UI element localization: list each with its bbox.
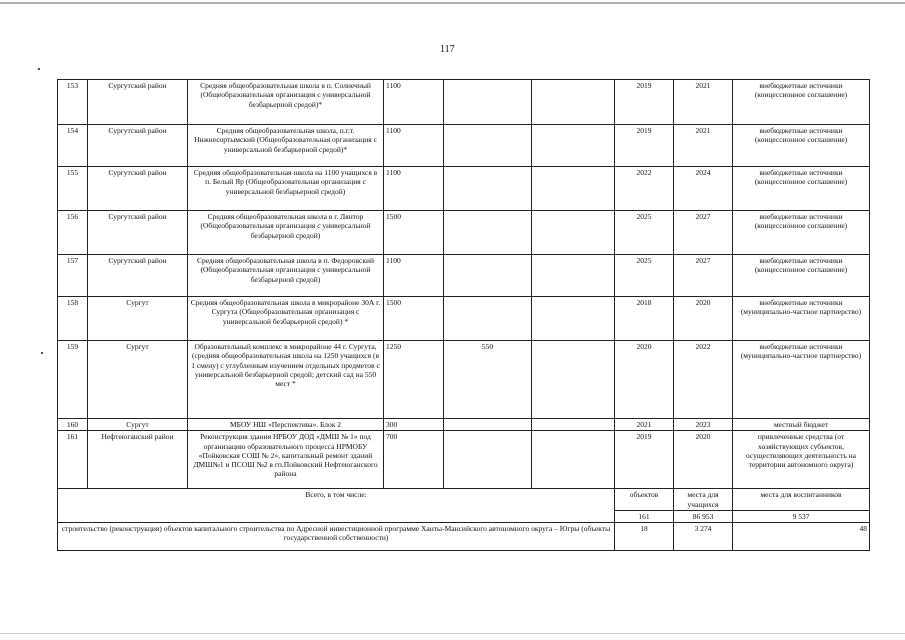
blank-cell	[532, 341, 615, 419]
object-name-cell: Реконструкция здания НРБОУ ДОД «ДМШ № 1» под организацию образовательного процесса НРМОБУ «Пойковская СОШ № 2», капитальный ремонт зданий ДМШ№1 и ПСОШ №2 в гп.Пойковский Нефтеюганского района	[188, 431, 384, 489]
funding-source-cell: внебюджетные источники (концессионное соглашение)	[733, 80, 870, 125]
territory-cell: Сургут	[88, 419, 188, 431]
extra-capacity-cell	[444, 431, 532, 489]
row-number: 154	[58, 125, 88, 167]
funding-source-cell: внебюджетные источники (концессионное соглашение)	[733, 125, 870, 167]
object-name-cell: МБОУ НШ «Перспектива». Блок 2	[188, 419, 384, 431]
blank-cell	[532, 255, 615, 297]
end-year-cell: 2021	[674, 80, 733, 125]
funding-source-cell: внебюджетные источники (концессионное соглашение)	[733, 167, 870, 211]
end-year-cell: 2023	[674, 419, 733, 431]
object-name-cell: Средняя общеобразовательная школа в г. Лянтор (Общеобразовательная организация с универсальной безбарьерной средой)	[188, 211, 384, 255]
total-objects: 161	[615, 510, 674, 522]
object-name-cell: Образовательный комплекс в микрорайоне 44 г. Сургута, (средняя общеобразовательная школа на 1250 учащихся (в 1 смену) с углубленным изучением отдельных предметов с универсальной безбарьерной средой; детский сад на 550 мест *	[188, 341, 384, 419]
table-row	[58, 419, 870, 431]
row-number: 158	[58, 297, 88, 341]
blank-cell	[532, 211, 615, 255]
capacity-cell: 1100	[384, 80, 444, 125]
row-number: 157	[58, 255, 88, 297]
object-name-cell: Средняя общеобразовательная школа, п.г.т. Нижнесортымский (Общеобразовательная организация с универсальной безбарьерной средой)*	[188, 125, 384, 167]
capacity-cell: 1500	[384, 211, 444, 255]
capacity-cell: 1500	[384, 297, 444, 341]
object-name-cell: Средняя общеобразовательная школа в п. Солнечный (Общеобразовательная организация с универсальной безбарьерной средой)*	[188, 80, 384, 125]
territory-cell: Сургутский район	[88, 125, 188, 167]
capacity-cell: 300	[384, 419, 444, 431]
summary-header-row	[58, 489, 870, 511]
extra-capacity-cell	[444, 80, 532, 125]
blank-cell	[532, 167, 615, 211]
capacity-cell: 1100	[384, 255, 444, 297]
start-year-cell: 2021	[615, 419, 674, 431]
end-year-cell: 2024	[674, 167, 733, 211]
construction-row	[58, 523, 870, 551]
end-year-cell: 2027	[674, 211, 733, 255]
scan-edge-bottom	[0, 633, 905, 634]
scan-speck	[38, 68, 40, 70]
table-row	[58, 255, 870, 297]
scan-edge-top	[0, 2, 905, 4]
start-year-cell: 2019	[615, 431, 674, 489]
construction-pupils: 48	[733, 523, 870, 551]
capacity-cell: 1100	[384, 125, 444, 167]
extra-capacity-cell	[444, 167, 532, 211]
territory-cell: Сургут	[88, 341, 188, 419]
end-year-cell: 2027	[674, 255, 733, 297]
extra-capacity-cell	[444, 211, 532, 255]
funding-source-cell: внебюджетные источники (концессионное соглашение)	[733, 255, 870, 297]
territory-cell: Сургутский район	[88, 255, 188, 297]
funding-source-cell: внебюджетные источники (концессионное соглашение)	[733, 211, 870, 255]
start-year-cell: 2019	[615, 125, 674, 167]
object-name-cell: Средняя общеобразовательная школа на 1100 учащихся в п. Белый Яр (Общеобразовательная организация с универсальной безбарьерной средой)	[188, 167, 384, 211]
blank-cell	[532, 125, 615, 167]
table-row	[58, 211, 870, 255]
blank-cell	[532, 431, 615, 489]
table-row	[58, 431, 870, 489]
row-number: 155	[58, 167, 88, 211]
total-pupils: 9 537	[733, 510, 870, 522]
construction-objects: 18	[615, 523, 674, 551]
funding-source-cell: привлеченные средства (от хозяйствующих субъектов, осуществляющих деятельность на территории автономного округа)	[733, 431, 870, 489]
extra-capacity-cell	[444, 419, 532, 431]
territory-cell: Сургутский район	[88, 211, 188, 255]
col-objects-label: объектов	[615, 489, 674, 511]
capacity-cell: 700	[384, 431, 444, 489]
object-name-cell: Средняя общеобразовательная школа в п. Федоровский (Общеобразовательная организация с универсальной безбарьерной средой)	[188, 255, 384, 297]
start-year-cell: 2018	[615, 297, 674, 341]
row-number: 160	[58, 419, 88, 431]
start-year-cell: 2025	[615, 255, 674, 297]
end-year-cell: 2021	[674, 125, 733, 167]
row-number: 159	[58, 341, 88, 419]
construction-students: 3 274	[674, 523, 733, 551]
extra-capacity-cell: 550	[444, 341, 532, 419]
row-number: 156	[58, 211, 88, 255]
page-number: 117	[440, 44, 455, 55]
end-year-cell: 2020	[674, 297, 733, 341]
col-places-students-label: места для учащихся	[674, 489, 733, 511]
total-students: 86 953	[674, 510, 733, 522]
table-row	[58, 341, 870, 419]
blank-cell	[532, 80, 615, 125]
table-row	[58, 297, 870, 341]
blank-cell	[532, 419, 615, 431]
funding-source-cell: внебюджетные источники (муниципально-частное партнерство)	[733, 341, 870, 419]
object-name-cell: Средняя общеобразовательная школа в микрорайоне 30А г. Сургута (Общеобразовательная организация с универсальной безбарьерной средой) *	[188, 297, 384, 341]
territory-cell: Сургутский район	[88, 80, 188, 125]
start-year-cell: 2022	[615, 167, 674, 211]
funding-source-cell: местный бюджет	[733, 419, 870, 431]
table-row	[58, 167, 870, 211]
total-label: Всего, в том числе:	[58, 489, 615, 523]
construction-label: строительство (реконструкция) объектов капитального строительства по Адресной инвестиционной программе Ханты-Мансийского автономного округа – Югры (объекты государственной собственности)	[58, 523, 615, 551]
table-row	[58, 125, 870, 167]
territory-cell: Сургут	[88, 297, 188, 341]
row-number: 153	[58, 80, 88, 125]
extra-capacity-cell	[444, 255, 532, 297]
summary-section	[58, 489, 870, 551]
scan-speck	[41, 352, 43, 354]
start-year-cell: 2025	[615, 211, 674, 255]
territory-cell: Нефтеюганский район	[88, 431, 188, 489]
objects-table	[57, 79, 870, 551]
blank-cell	[532, 297, 615, 341]
funding-source-cell: внебюджетные источники (муниципально-частное партнерство)	[733, 297, 870, 341]
capacity-cell: 1100	[384, 167, 444, 211]
end-year-cell: 2022	[674, 341, 733, 419]
row-number: 161	[58, 431, 88, 489]
extra-capacity-cell	[444, 297, 532, 341]
capacity-cell: 1250	[384, 341, 444, 419]
territory-cell: Сургутский район	[88, 167, 188, 211]
end-year-cell: 2020	[674, 431, 733, 489]
start-year-cell: 2020	[615, 341, 674, 419]
extra-capacity-cell	[444, 125, 532, 167]
start-year-cell: 2019	[615, 80, 674, 125]
table-row	[58, 80, 870, 125]
col-places-pupils-label: места для воспитанников	[733, 489, 870, 511]
